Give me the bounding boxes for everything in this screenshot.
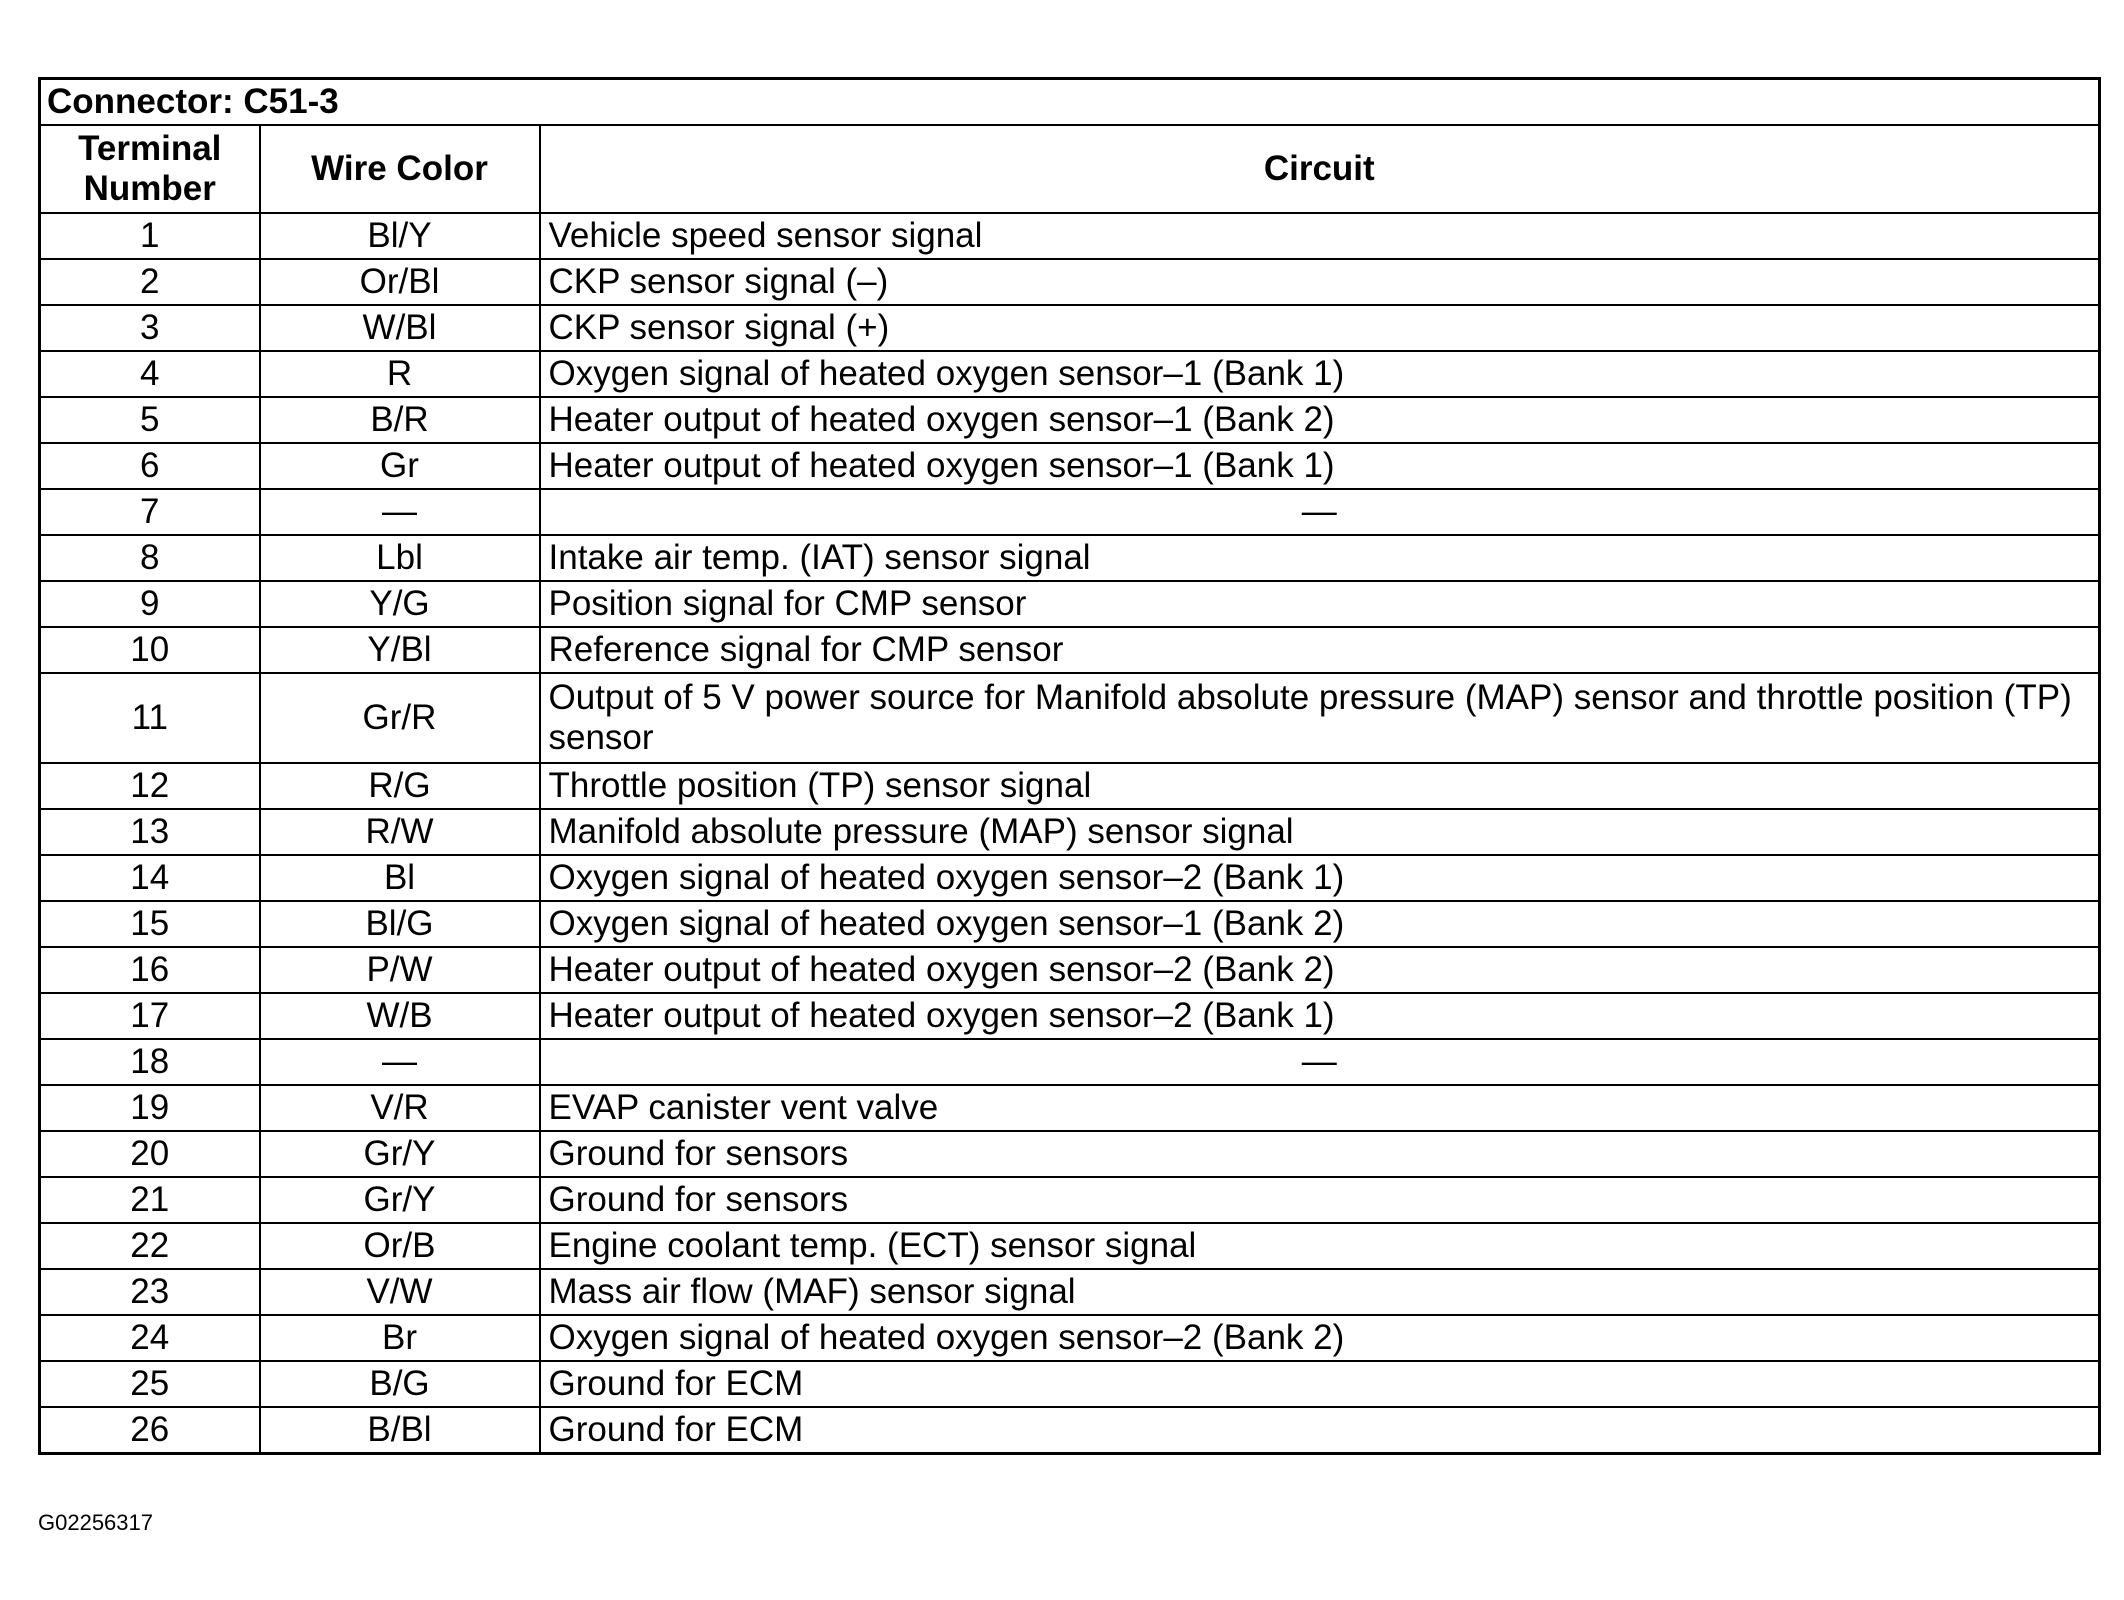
- wire-color-cell: —: [260, 489, 540, 535]
- wire-color-cell: Bl/Y: [260, 213, 540, 259]
- pinout-rows: [40, 213, 2100, 1454]
- circuit-cell: Oxygen signal of heated oxygen sensor–2 (Bank 1): [540, 855, 2100, 901]
- table-row: [40, 763, 2100, 809]
- wire-color-cell: Or/B: [260, 1223, 540, 1269]
- terminal-number-cell: 24: [40, 1315, 260, 1361]
- circuit-cell: Ground for sensors: [540, 1131, 2100, 1177]
- table-row: [40, 581, 2100, 627]
- circuit-cell: Mass air flow (MAF) sensor signal: [540, 1269, 2100, 1315]
- circuit-cell: Heater output of heated oxygen sensor–1 (Bank 1): [540, 443, 2100, 489]
- table-row: [40, 1407, 2100, 1454]
- table-row: [40, 901, 2100, 947]
- header-terminal-label: Terminal Number: [78, 129, 222, 208]
- table-row: [40, 351, 2100, 397]
- terminal-number-cell: 22: [40, 1223, 260, 1269]
- wire-color-cell: V/R: [260, 1085, 540, 1131]
- wire-color-cell: W/B: [260, 993, 540, 1039]
- wire-color-cell: —: [260, 1039, 540, 1085]
- wire-color-cell: Y/G: [260, 581, 540, 627]
- circuit-cell: Ground for sensors: [540, 1177, 2100, 1223]
- wire-color-cell: Gr: [260, 443, 540, 489]
- circuit-cell: Heater output of heated oxygen sensor–1 (Bank 2): [540, 397, 2100, 443]
- terminal-number-cell: 6: [40, 443, 260, 489]
- connector-table-container: [38, 77, 2098, 1455]
- terminal-number-cell: 26: [40, 1407, 260, 1454]
- wire-color-cell: R/W: [260, 809, 540, 855]
- table-row: [40, 993, 2100, 1039]
- wire-color-cell: Bl/G: [260, 901, 540, 947]
- table-row: [40, 1315, 2100, 1361]
- circuit-cell: Manifold absolute pressure (MAP) sensor signal: [540, 809, 2100, 855]
- wire-color-cell: Br: [260, 1315, 540, 1361]
- terminal-number-cell: 18: [40, 1039, 260, 1085]
- circuit-cell: Oxygen signal of heated oxygen sensor–1 (Bank 2): [540, 901, 2100, 947]
- wire-color-cell: B/Bl: [260, 1407, 540, 1454]
- wire-color-cell: R/G: [260, 763, 540, 809]
- terminal-number-cell: 4: [40, 351, 260, 397]
- table-row: [40, 855, 2100, 901]
- circuit-cell: Output of 5 V power source for Manifold absolute pressure (MAP) sensor and throttle position (TP) sensor: [540, 673, 2100, 763]
- circuit-cell: Reference signal for CMP sensor: [540, 627, 2100, 673]
- table-row: [40, 1269, 2100, 1315]
- table-row: [40, 489, 2100, 535]
- table-row: [40, 1039, 2100, 1085]
- circuit-cell: Vehicle speed sensor signal: [540, 213, 2100, 259]
- table-row: [40, 213, 2100, 259]
- table-row: [40, 1177, 2100, 1223]
- circuit-cell: Ground for ECM: [540, 1361, 2100, 1407]
- terminal-number-cell: 12: [40, 763, 260, 809]
- terminal-number-cell: 13: [40, 809, 260, 855]
- table-row: [40, 1085, 2100, 1131]
- wire-color-cell: V/W: [260, 1269, 540, 1315]
- wire-color-cell: B/R: [260, 397, 540, 443]
- terminal-number-cell: 19: [40, 1085, 260, 1131]
- table-row: [40, 1361, 2100, 1407]
- header-wire-color: Wire Color: [260, 125, 540, 213]
- circuit-cell: CKP sensor signal (–): [540, 259, 2100, 305]
- circuit-cell: Position signal for CMP sensor: [540, 581, 2100, 627]
- table-row: [40, 259, 2100, 305]
- wire-color-cell: Lbl: [260, 535, 540, 581]
- connector-title: Connector: C51-3: [40, 79, 2100, 126]
- terminal-number-cell: 10: [40, 627, 260, 673]
- circuit-cell: Ground for ECM: [540, 1407, 2100, 1454]
- terminal-number-cell: 16: [40, 947, 260, 993]
- circuit-cell: —: [540, 1039, 2100, 1085]
- table-row: [40, 627, 2100, 673]
- table-row: [40, 397, 2100, 443]
- wire-color-cell: Or/Bl: [260, 259, 540, 305]
- circuit-cell: —: [540, 489, 2100, 535]
- wire-color-cell: Y/Bl: [260, 627, 540, 673]
- terminal-number-cell: 7: [40, 489, 260, 535]
- terminal-number-cell: 21: [40, 1177, 260, 1223]
- header-terminal-number: [40, 125, 260, 213]
- terminal-number-cell: 14: [40, 855, 260, 901]
- terminal-number-cell: 25: [40, 1361, 260, 1407]
- terminal-number-cell: 11: [40, 673, 260, 763]
- terminal-number-cell: 8: [40, 535, 260, 581]
- header-circuit: Circuit: [540, 125, 2100, 213]
- table-row: [40, 1131, 2100, 1177]
- terminal-number-cell: 5: [40, 397, 260, 443]
- wire-color-cell: W/Bl: [260, 305, 540, 351]
- terminal-number-cell: 15: [40, 901, 260, 947]
- terminal-number-cell: 2: [40, 259, 260, 305]
- terminal-number-cell: 1: [40, 213, 260, 259]
- wire-color-cell: B/G: [260, 1361, 540, 1407]
- circuit-cell: Oxygen signal of heated oxygen sensor–2 (Bank 2): [540, 1315, 2100, 1361]
- terminal-number-cell: 17: [40, 993, 260, 1039]
- circuit-cell: Intake air temp. (IAT) sensor signal: [540, 535, 2100, 581]
- circuit-cell: CKP sensor signal (+): [540, 305, 2100, 351]
- circuit-cell: Heater output of heated oxygen sensor–2 (Bank 1): [540, 993, 2100, 1039]
- table-row: [40, 305, 2100, 351]
- terminal-number-cell: 9: [40, 581, 260, 627]
- wire-color-cell: Gr/Y: [260, 1131, 540, 1177]
- table-row: [40, 947, 2100, 993]
- connector-pinout-table: [38, 77, 2101, 1455]
- wire-color-cell: R: [260, 351, 540, 397]
- table-row: [40, 535, 2100, 581]
- terminal-number-cell: 23: [40, 1269, 260, 1315]
- terminal-number-cell: 20: [40, 1131, 260, 1177]
- table-row: [40, 443, 2100, 489]
- circuit-cell: Throttle position (TP) sensor signal: [540, 763, 2100, 809]
- circuit-cell: Oxygen signal of heated oxygen sensor–1 (Bank 1): [540, 351, 2100, 397]
- wire-color-cell: P/W: [260, 947, 540, 993]
- table-row: [40, 809, 2100, 855]
- wire-color-cell: Gr/R: [260, 673, 540, 763]
- wire-color-cell: Gr/Y: [260, 1177, 540, 1223]
- circuit-cell: Engine coolant temp. (ECT) sensor signal: [540, 1223, 2100, 1269]
- circuit-cell: Heater output of heated oxygen sensor–2 (Bank 2): [540, 947, 2100, 993]
- wire-color-cell: Bl: [260, 855, 540, 901]
- circuit-cell: EVAP canister vent valve: [540, 1085, 2100, 1131]
- figure-code: G02256317: [38, 1510, 153, 1535]
- table-row: [40, 673, 2100, 763]
- table-row: [40, 1223, 2100, 1269]
- terminal-number-cell: 3: [40, 305, 260, 351]
